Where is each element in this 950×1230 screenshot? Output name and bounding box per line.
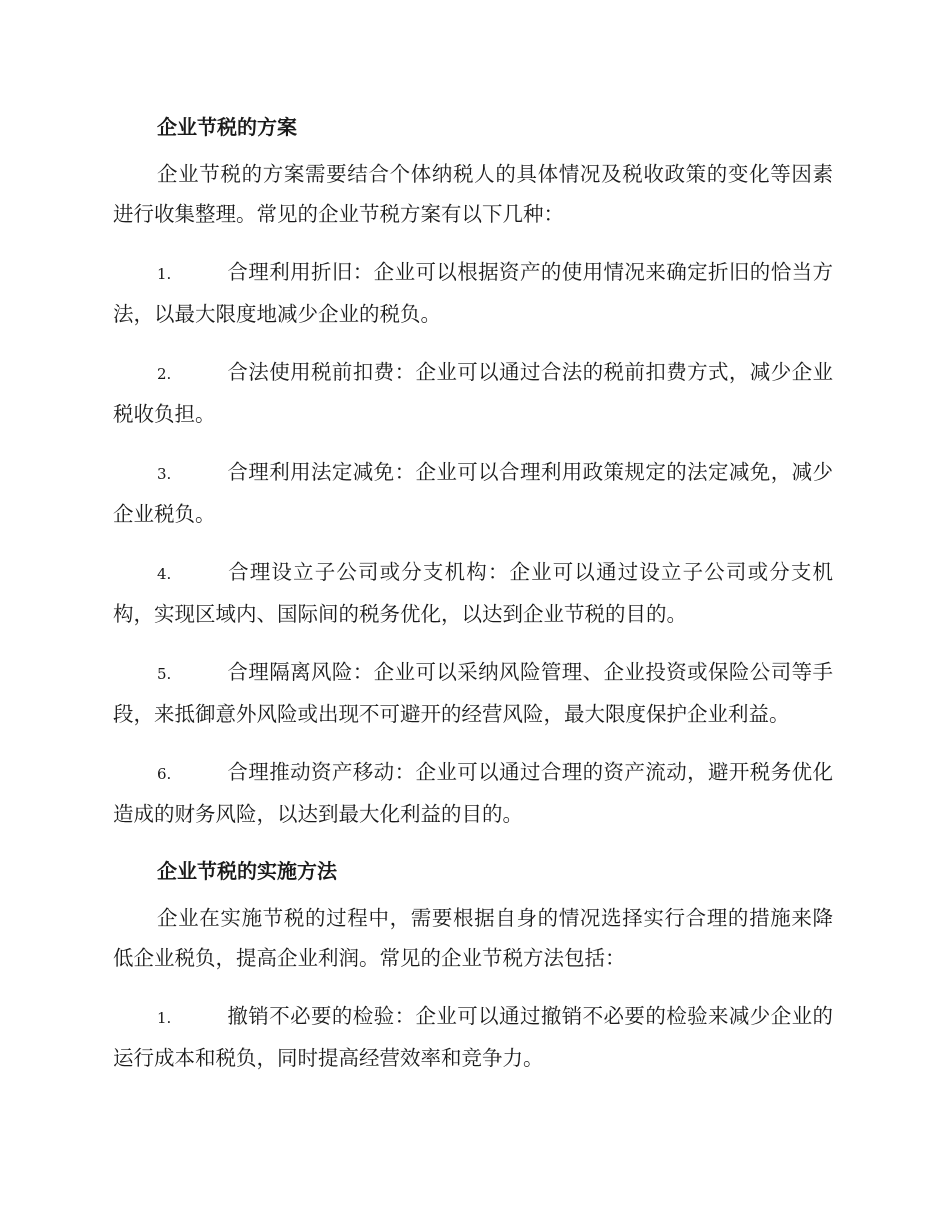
section-intro: 企业节税的方案需要结合个体纳税人的具体情况及税收政策的变化等因素进行收集整理。常见的企业节税方案有以下几种：	[113, 162, 833, 226]
section-heading: 企业节税的方案	[157, 115, 297, 139]
list-item	[113, 452, 833, 534]
list-item-text: 合理利用折旧：企业可以根据资产的使用情况来确定折旧的恰当方法，以最大限度地减少企业的税负。	[113, 260, 833, 326]
list-item	[113, 752, 833, 834]
list-item-text: 合理推动资产移动：企业可以通过合理的资产流动，避开税务优化造成的财务风险，以达到最大化利益的目的。	[113, 760, 833, 826]
list-item-text: 合理设立子公司或分支机构：企业可以通过设立子公司或分支机构，实现区域内、国际间的税务优化，以达到企业节税的目的。	[113, 560, 833, 626]
list-item	[113, 996, 833, 1078]
list-item-text: 合法使用税前扣费：企业可以通过合法的税前扣费方式，减少企业税收负担。	[113, 360, 833, 426]
list-item	[113, 652, 833, 734]
list-item-number: 1.	[157, 1009, 172, 1027]
list-item-number: 1.	[157, 265, 172, 283]
list-item-text: 合理隔离风险：企业可以采纳风险管理、企业投资或保险公司等手段，来抵御意外风险或出现不可避开的经营风险，最大限度保护企业利益。	[113, 660, 833, 726]
list-item	[113, 252, 833, 334]
list-item	[113, 552, 833, 634]
list-item-number: 3.	[157, 465, 172, 483]
list-item-number: 4.	[157, 565, 172, 583]
section-intro: 企业在实施节税的过程中，需要根据自身的情况选择实行合理的措施来降低企业税负，提高企业利润。常见的企业节税方法包括：	[113, 906, 833, 970]
list-item	[113, 352, 833, 434]
list-item-number: 5.	[157, 665, 172, 683]
list-item-number: 2.	[157, 365, 172, 383]
list-item-text: 撤销不必要的检验：企业可以通过撤销不必要的检验来减少企业的运行成本和税负，同时提高经营效率和竞争力。	[113, 1004, 833, 1070]
document-body	[113, 108, 833, 1096]
list-item-number: 6.	[157, 765, 172, 783]
section-heading: 企业节税的实施方法	[157, 859, 337, 883]
list-item-text: 合理利用法定减免：企业可以合理利用政策规定的法定减免，减少企业税负。	[113, 460, 833, 526]
